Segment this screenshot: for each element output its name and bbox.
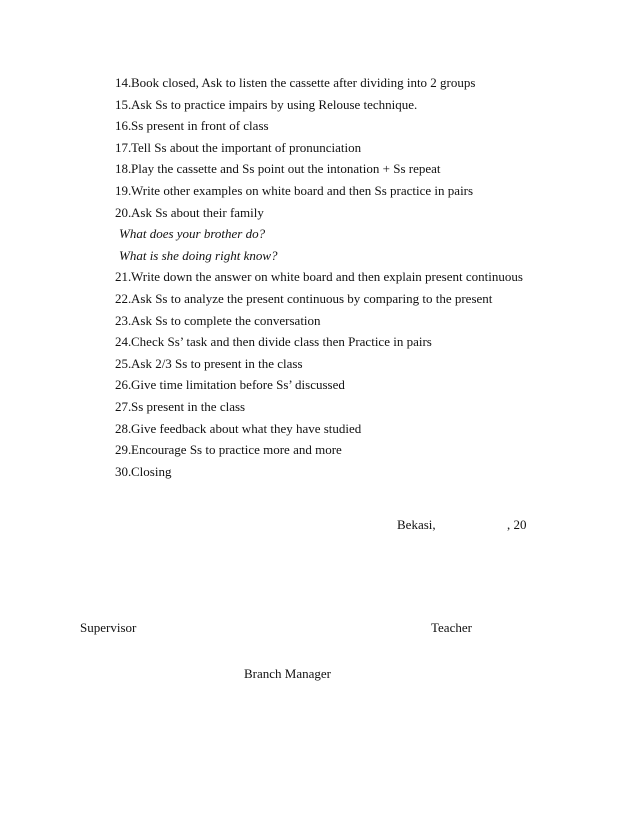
example-question <box>0 223 638 245</box>
list-item <box>0 310 638 332</box>
list-item <box>0 266 638 288</box>
example-question-text: What is she doing right know? <box>119 247 278 263</box>
step-text: Play the cassette and Ss point out the intonation + Ss repeat <box>131 161 441 177</box>
list-item <box>0 158 638 180</box>
step-number: 26. <box>115 377 132 393</box>
teacher-label: Teacher <box>431 620 472 635</box>
step-text: Ask Ss to complete the conversation <box>131 312 321 328</box>
list-item <box>0 418 638 440</box>
example-question-text: What does your brother do? <box>119 226 266 242</box>
list-item <box>0 374 638 396</box>
step-number: 25. <box>115 355 132 371</box>
supervisor-label: Supervisor <box>80 620 137 635</box>
step-text: Ss present in the class <box>131 398 246 414</box>
step-number: 27. <box>115 398 132 414</box>
step-number: 19. <box>115 182 132 198</box>
example-question <box>0 245 638 267</box>
step-text: Ss present in front of class <box>131 118 269 134</box>
step-text: Check Ss’ task and then divide class then Practice in pairs <box>131 334 432 350</box>
step-text: Give feedback about what they have studied <box>131 420 362 436</box>
list-item <box>0 396 638 418</box>
step-text: Ask Ss about their family <box>131 204 264 220</box>
step-number: 29. <box>115 442 132 458</box>
list-item <box>0 331 638 353</box>
list-item <box>0 72 638 94</box>
step-text: Write other examples on white board and then Ss practice in pairs <box>131 182 474 198</box>
step-text: Ask 2/3 Ss to present in the class <box>131 355 303 371</box>
list-item <box>0 202 638 224</box>
step-number: 21. <box>115 269 132 285</box>
step-number: 24. <box>115 334 132 350</box>
step-number: 16. <box>115 118 132 134</box>
step-number: 17. <box>115 139 132 155</box>
signature-place: Bekasi, <box>397 517 436 532</box>
step-number: 18. <box>115 161 132 177</box>
step-number: 23. <box>115 312 132 328</box>
step-text: Encourage Ss to practice more and more <box>131 442 342 458</box>
list-item <box>0 439 638 461</box>
step-text: Closing <box>131 463 172 479</box>
list-item <box>0 461 638 483</box>
branch-manager-label: Branch Manager <box>244 666 331 681</box>
step-text: Ask Ss to analyze the present continuous by comparing to the present <box>131 290 493 306</box>
step-text: Write down the answer on white board and then explain present continuous <box>131 269 523 285</box>
list-item <box>0 288 638 310</box>
lesson-steps-list <box>0 72 638 482</box>
step-number: 15. <box>115 96 132 112</box>
list-item <box>0 94 638 116</box>
step-number: 20. <box>115 204 132 220</box>
step-text: Book closed, Ask to listen the cassette after dividing into 2 groups <box>131 75 476 90</box>
step-number: 22. <box>115 290 132 306</box>
list-item <box>0 137 638 159</box>
step-number: 14. <box>115 75 132 90</box>
signature-year: , 20 <box>507 517 527 532</box>
step-number: 30. <box>115 463 132 479</box>
list-item <box>0 353 638 375</box>
list-item <box>0 115 638 137</box>
step-text: Ask Ss to practice impairs by using Relouse technique. <box>131 96 418 112</box>
step-text: Give time limitation before Ss’ discussed <box>131 377 345 393</box>
list-item <box>0 180 638 202</box>
step-text: Tell Ss about the important of pronunciation <box>131 139 362 155</box>
step-number: 28. <box>115 420 132 436</box>
